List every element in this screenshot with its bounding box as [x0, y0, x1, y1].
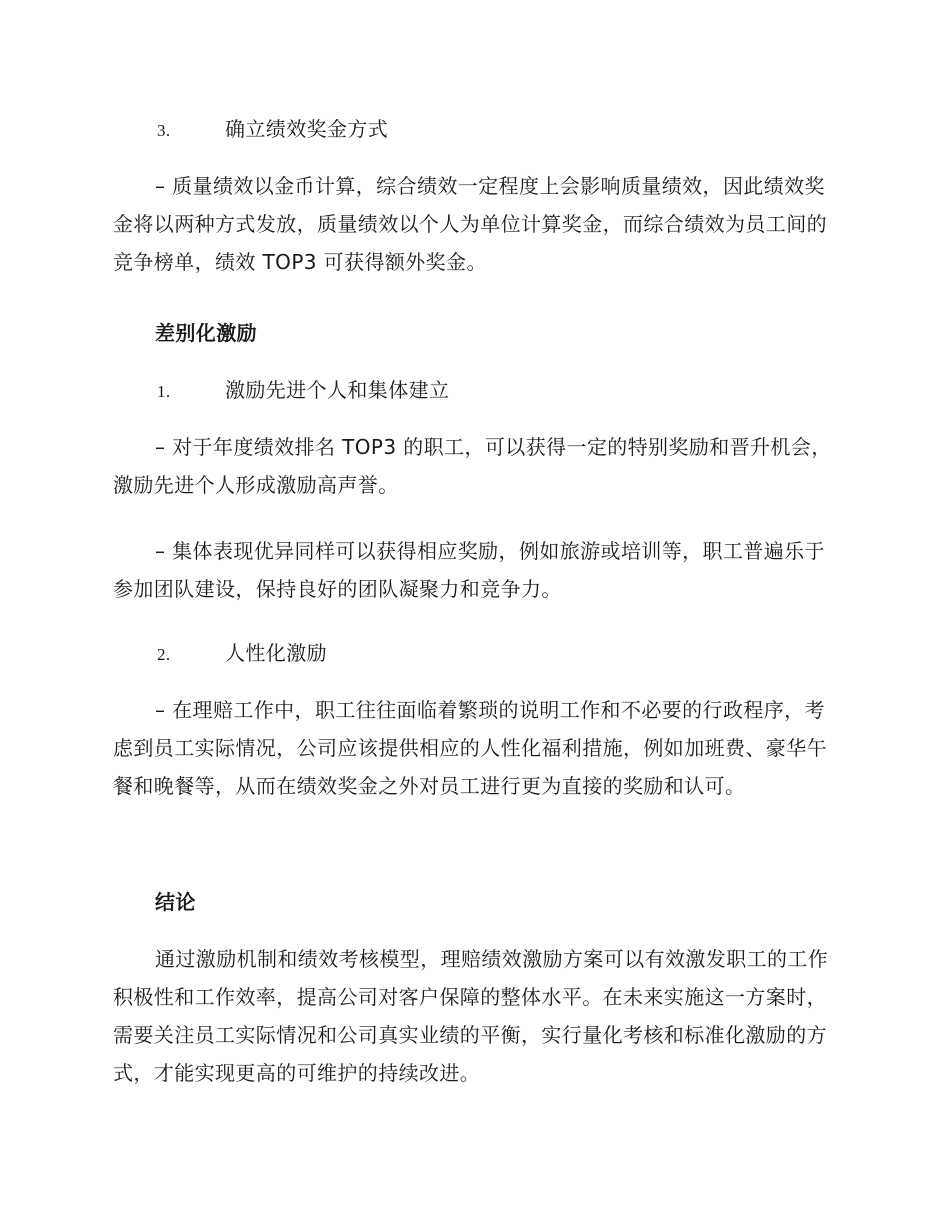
paragraph-team-reward: – 集体表现优异同样可以获得相应奖励，例如旅游或培训等，职工普遍乐于参加团队建设，保持良好的团队凝聚力和竞争力。: [113, 539, 825, 601]
paragraph-conclusion: 通过激励机制和绩效考核模型，理赔绩效激励方案可以有效激发职工的工作积极性和工作效率，提高公司对客户保障的整体水平。在未来实施这一方案时，需要关注员工实际情况和公司真实业绩的平衡，实行量化考核和标准化激励的方式，才能实现更高的可维护的持续改进。: [113, 947, 829, 1085]
list-item-text: 激励先进个人和集体建立: [225, 378, 450, 402]
paragraph-humanized-incentive: – 在理赔工作中，职工往往面临着繁琐的说明工作和不必要的行政程序，考虑到员工实际情况，公司应该提供相应的人性化福利措施，例如加班费、豪华午餐和晚餐等，从而在绩效奖金之外对员工进行更为直接的奖励和认可。: [113, 698, 827, 798]
list-item-3: [113, 110, 835, 150]
section-heading-conclusion: 结论: [155, 890, 196, 914]
list-item-text: 确立绩效奖金方式: [225, 117, 389, 141]
list-item-1: [113, 371, 835, 411]
paragraph-top3-reward: – 对于年度绩效排名 TOP3 的职工，可以获得一定的特别奖励和晋升机会，激励先进个人形成激励高声誉。: [113, 435, 832, 497]
list-number: 2.: [157, 645, 171, 664]
list-item-2: [113, 634, 835, 674]
list-number: 1.: [157, 382, 171, 401]
section-heading-differentiated-incentive: 差别化激励: [155, 321, 257, 345]
list-number: 3.: [157, 121, 171, 140]
list-item-text: 人性化激励: [225, 641, 327, 665]
paragraph-bonus-method: – 质量绩效以金币计算，综合绩效一定程度上会影响质量绩效，因此绩效奖金将以两种方式发放，质量绩效以个人为单位计算奖金，而综合绩效为员工间的竞争榜单，绩效 TOP3 可获得额外奖金。: [113, 174, 827, 274]
